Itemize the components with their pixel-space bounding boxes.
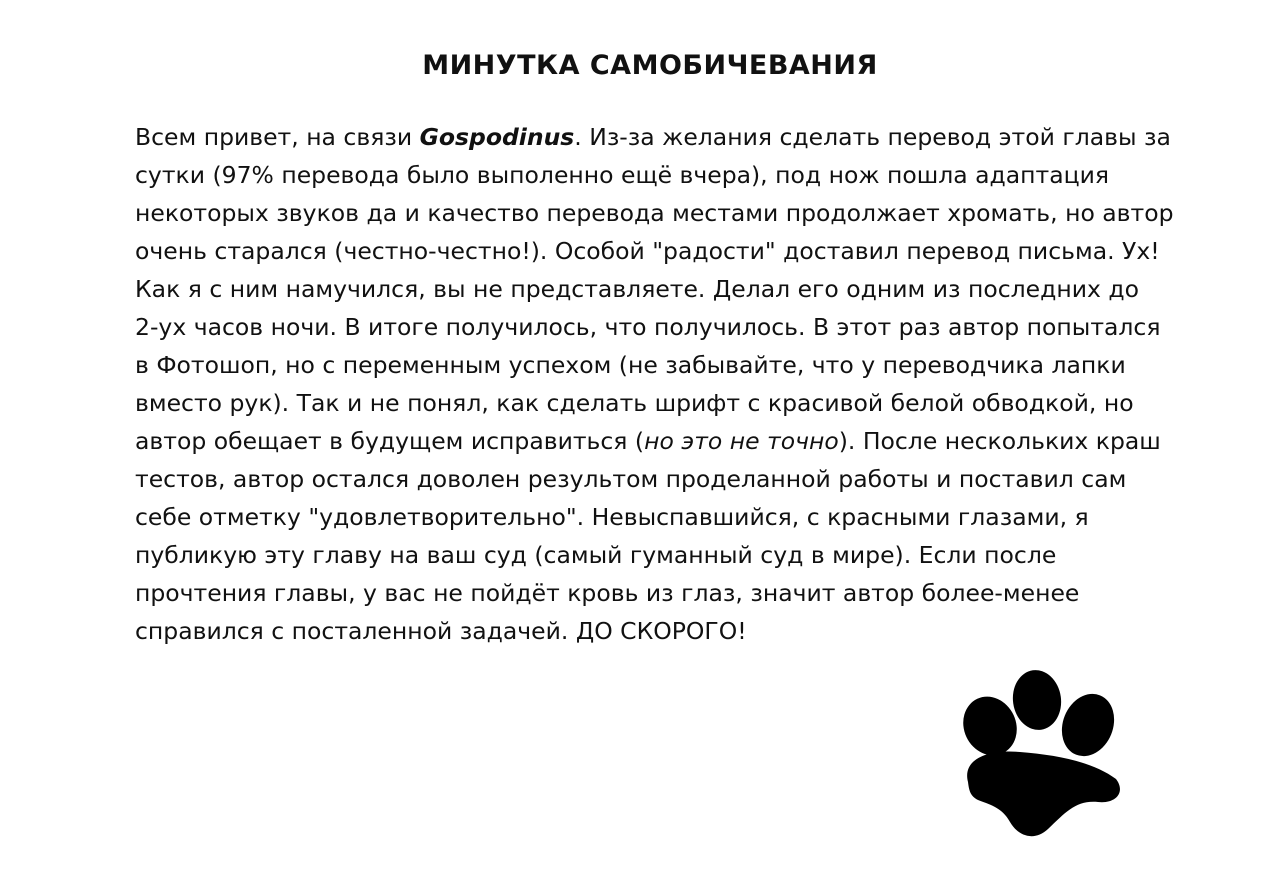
text-line: в Фотошоп, но с переменным успехом (не забывайте, что у переводчика лапки (135, 351, 1126, 379)
text-line: прочтения главы, у вас не пойдёт кровь из глаз, значит автор более-менее (135, 579, 1080, 607)
text-line: 2-ух часов ночи. В итоге получилось, что получилось. В этот раз автор попытался (135, 313, 1161, 341)
text-line: публикую эту главу на ваш суд (самый гуманный суд в мире). Если после (135, 541, 1057, 569)
text-line: справился с посталенной задачей. ДО СКОРОГО! (135, 617, 747, 645)
author-name: Gospodinus (419, 123, 575, 151)
text-line: некоторых звуков да и качество перевода местами продолжает хромать, но автор (135, 199, 1174, 227)
paw-toe-right (1053, 686, 1123, 764)
text-line: вместо рук). Так и не понял, как сделать шрифт с красивой белой обводкой, но (135, 389, 1134, 417)
text-line: себе отметку "удовлетворительно". Невыспавшийся, с красными глазами, я (135, 503, 1089, 531)
paw-print-icon (948, 664, 1128, 844)
text-line: автор обещает в будущем исправиться (но это не точно). После нескольких краш (135, 427, 1161, 455)
italic-aside: но это не точно (644, 427, 839, 455)
text-line: сутки (97% перевода было выполенно ещё вчера), под нож пошла адаптация (135, 161, 1110, 189)
page-title: МИНУТКА САМОБИЧЕВАНИЯ (422, 50, 878, 81)
text-line: тестов, автор остался доволен результом проделанной работы и поставил сам (135, 465, 1127, 493)
paw-pad (967, 751, 1120, 836)
body-paragraph (135, 118, 1230, 650)
text-line: Всем привет, на связи Gospodinus. Из-за желания сделать перевод этой главы за (135, 123, 1171, 151)
paw-toe-top (1009, 667, 1065, 733)
text-line: Как я с ним намучился, вы не представляете. Делал его одним из последних до (135, 275, 1139, 303)
text-line: очень старался (честно-честно!). Особой "радости" доставил перевод письма. Ух! (135, 237, 1160, 265)
